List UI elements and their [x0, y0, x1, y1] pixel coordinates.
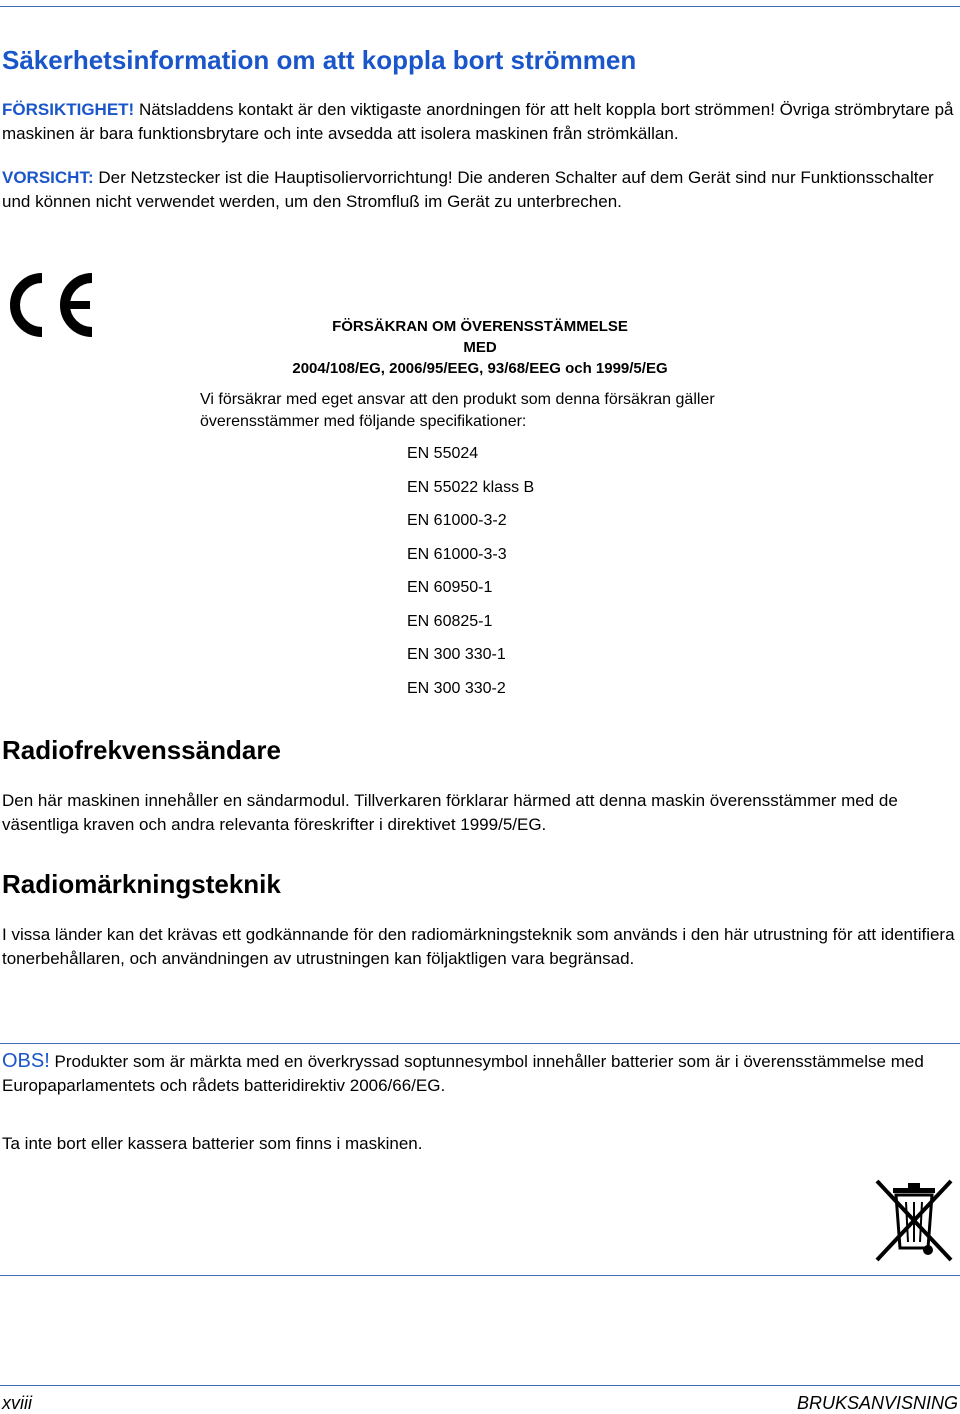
radio-transmitter-title: Radiofrekvenssändare	[2, 735, 281, 765]
spec-item: EN 55022 klass B	[407, 478, 535, 496]
note	[2, 1049, 958, 1098]
spec-item: EN 61000-3-2	[407, 512, 507, 529]
declaration-heading-3: 2004/108/EG, 2006/95/EEG, 93/68/EEG och 1999/5/EG	[292, 360, 668, 377]
note-text-2: Ta inte bort eller kassera batterier som finns i maskinen.	[2, 1134, 423, 1153]
radio-transmitter-text: Den här maskinen innehåller en sändarmodul. Tillverkaren förklarar härmed att denna maskin överensstämmer med de väsentliga kraven och andra relevanta föreskrifter i direktivet 1999/5/EG.	[2, 791, 898, 834]
caution-german-label: VORSICHT:	[2, 168, 94, 187]
spec-item: EN 300 330-2	[407, 679, 506, 697]
note-top-rule	[0, 1043, 960, 1044]
note-text: Produkter som är märkta med en överkryssad soptunnesymbol innehåller batterier som är i överensstämmelse med Europaparlamentets och rådets batteridirektiv 2006/66/EG.	[2, 1052, 924, 1095]
footer-rule	[0, 1385, 960, 1386]
caution-german-text: Der Netzstecker ist die Hauptisoliervorrichtung! Die anderen Schalter auf dem Gerät sind nur Funktionsschalter und können nicht verwendet werden, um den Stromfluß im Gerät zu unterbrechen.	[2, 168, 934, 211]
declaration-text: Vi försäkrar med eget ansvar att den produkt som denna försäkran gäller överensstämmer med följande specifikationer:	[200, 391, 715, 430]
crossed-bin-icon	[873, 1178, 955, 1262]
spec-item: EN 300 330-1	[407, 646, 506, 663]
page-title: Säkerhetsinformation om att koppla bort strömmen	[2, 45, 637, 75]
spec-item: EN 60825-1	[407, 612, 493, 630]
declaration-heading	[200, 316, 760, 379]
declaration-heading-2: MED	[463, 339, 497, 356]
spec-item: EN 55024	[407, 445, 479, 462]
footer-manual-title: BRUKSANVISNING	[796, 1393, 958, 1413]
caution-german	[2, 166, 958, 214]
rfid-title: Radiomärkningsteknik	[2, 869, 281, 899]
spec-list	[407, 444, 534, 712]
declaration-heading-1: FÖRSÄKRAN OM ÖVERENSSTÄMMELSE	[332, 318, 628, 335]
note-bottom-rule	[0, 1275, 960, 1276]
caution-swedish	[2, 98, 958, 146]
ce-mark-icon	[4, 270, 98, 340]
caution-swedish-text: Nätsladdens kontakt är den viktigaste anordningen för att helt koppla bort strömmen! Övriga strömbrytare på maskinen är bara funktionsbrytare och inte avsedda att isolera maskinen från strömkällan.	[2, 100, 954, 143]
spec-item: EN 61000-3-3	[407, 545, 507, 563]
spec-item: EN 60950-1	[407, 579, 493, 596]
note-label: OBS!	[2, 1050, 50, 1072]
footer-page-number: xviii	[2, 1393, 32, 1413]
top-rule	[0, 6, 960, 7]
caution-swedish-label: FÖRSIKTIGHET!	[2, 100, 135, 119]
rfid-text: I vissa länder kan det krävas ett godkännande för den radiomärkningsteknik som används i den här utrustning för att identifiera tonerbehållaren, och användningen av utrustningen kan följaktligen vara begränsad.	[2, 925, 955, 968]
